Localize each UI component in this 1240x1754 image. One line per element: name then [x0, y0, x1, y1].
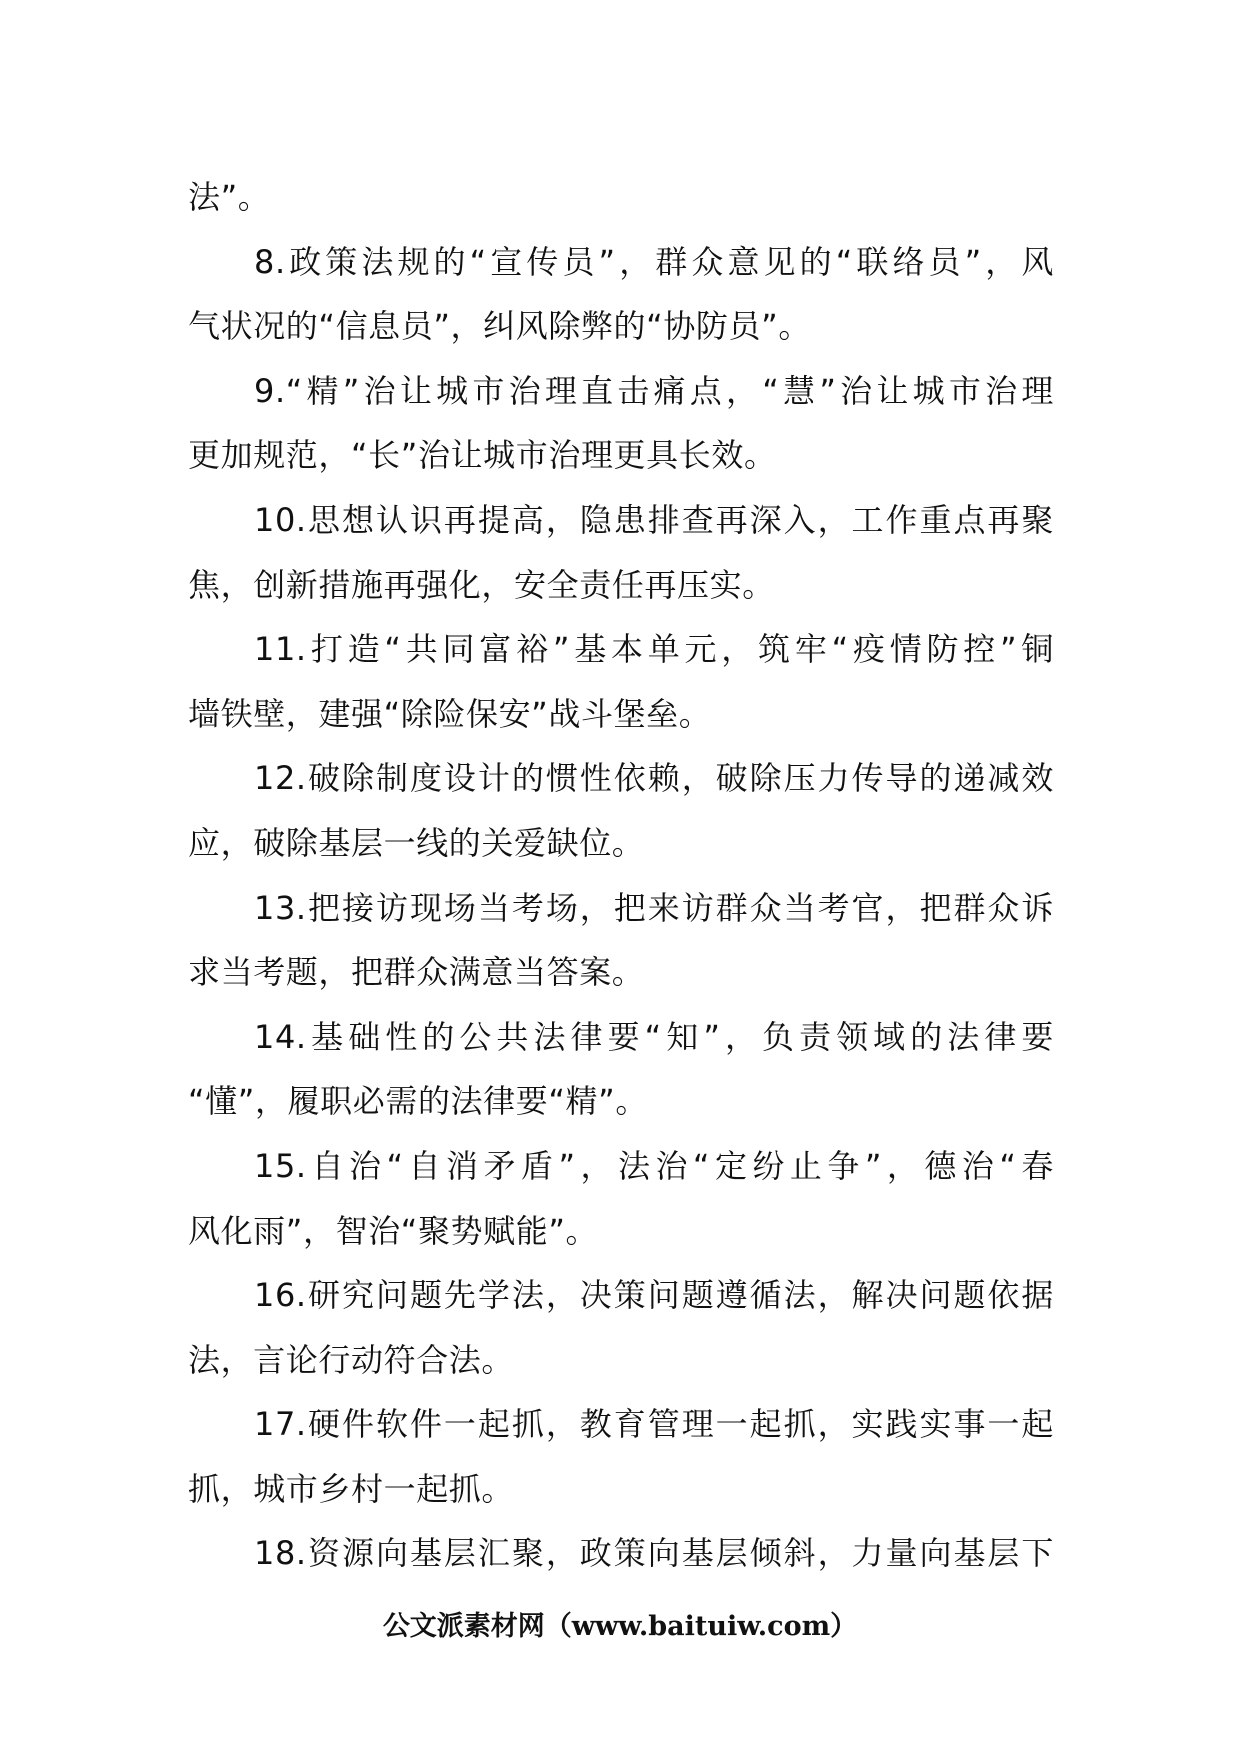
- page-footer: 公文派素材网（www.baituiw.com）: [382, 1611, 858, 1642]
- text-line: 法，言论行动符合法。: [188, 1340, 515, 1379]
- text-line: 抓，城市乡村一起抓。: [188, 1469, 515, 1508]
- text-line: 8.政策法规的“宣传员”，群众意见的“联络员”，风: [254, 242, 1054, 281]
- text-line: 墙铁壁，建强“除险保安”战斗堡垒。: [188, 694, 712, 733]
- text-line: 应，破除基层一线的关爱缺位。: [188, 823, 645, 862]
- text-line: 风化雨”，智治“聚势赋能”。: [188, 1211, 599, 1250]
- text-line: 9.“精”治让城市治理直击痛点，“慧”治让城市治理: [254, 371, 1054, 410]
- text-line: 11.打造“共同富裕”基本单元，筑牢“疫情防控”铜: [254, 630, 1054, 669]
- text-line: 更加规范，“长”治让城市治理更具长效。: [188, 436, 777, 475]
- text-line: 焦，创新措施再强化，安全责任再压实。: [188, 565, 775, 604]
- text-line: 17.硬件软件一起抓，教育管理一起抓，实践实事一起: [254, 1405, 1054, 1444]
- text-line: 18.资源向基层汇聚，政策向基层倾斜，力量向基层下: [254, 1534, 1054, 1573]
- text-line: 12.破除制度设计的惯性依赖，破除压力传导的递减效: [254, 759, 1054, 798]
- text-line: 法”。: [188, 178, 271, 216]
- document-body: [188, 165, 1054, 1586]
- text-line: 15.自治“自消矛盾”，法治“定纷止争”，德治“春: [254, 1146, 1054, 1185]
- text-line: 求当考题，把群众满意当答案。: [188, 953, 645, 992]
- text-line: 13.把接访现场当考场，把来访群众当考官，把群众诉: [254, 888, 1054, 927]
- text-line: “懂”，履职必需的法律要“精”。: [188, 1082, 648, 1121]
- text-line: 14.基础性的公共法律要“知”，负责领域的法律要: [254, 1017, 1054, 1056]
- text-line: 10.思想认识再提高，隐患排查再深入，工作重点再聚: [254, 500, 1054, 539]
- text-line: 16.研究问题先学法，决策问题遵循法，解决问题依据: [254, 1276, 1054, 1315]
- text-line: 气状况的“信息员”，纠风除弊的“协防员”。: [188, 307, 811, 346]
